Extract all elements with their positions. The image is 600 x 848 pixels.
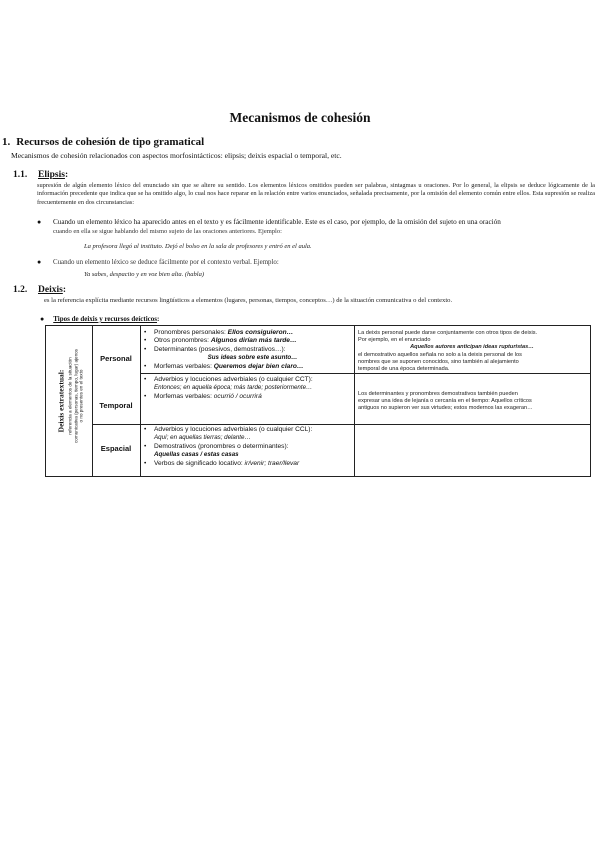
example-line: Sus ideas sobre este asunto…: [207, 354, 298, 362]
example-line: Aquí; en aquellas tierras; delante…: [154, 434, 251, 442]
list-item: • Demostrativos (pronombres o determinantes):: [144, 442, 289, 450]
espacial-resources: [143, 426, 351, 468]
section-number: 1.: [2, 136, 11, 148]
tipos-heading: ● Tipos de deixis y recursos deícticos:: [40, 315, 160, 323]
row-label-personal: Personal: [100, 354, 132, 363]
example-line: Aquellas casas / estas casas: [154, 451, 239, 459]
temporal-resources: [143, 376, 351, 401]
list-item: • Adverbios y locuciones adverbiales (o cualquier CCT):: [144, 376, 313, 383]
list-item: • Adverbios y locuciones adverbiales (o cualquier CCL):: [144, 426, 313, 433]
section-intro: Mecanismos de cohesión relacionados con aspectos morfosintácticos: elipsis; deixis espacial o temporal, etc.: [11, 151, 342, 160]
note-personal: La deixis personal puede darse conjuntamente con otros tipos de deixis. Por ejemplo, en el enunciado Aquellos autores anticipan ideas rupturistas… el demostrativo aquellos señala no solo a la deixis personal de los nombres que se suponen conocidos, sino también al alejamiento temporal de una época determinada.: [358, 330, 538, 373]
bullet-text: Cuando un elemento léxico ha aparecido antes en el texto y es fácilmente identificable. Este es el caso, por ejemplo, de la omisión del sujeto en una oración: [53, 218, 501, 226]
vertical-main-label: Deixis extratextual:: [56, 369, 66, 433]
table-divider: [140, 326, 141, 476]
deixis-definition: es la referencia explícita mediante recursos lingüísticos a elementos (lugares, personas, tiempos, conceptos…) de la situación comunicativa o del contexto.: [44, 297, 453, 304]
section-1-heading: [2, 136, 204, 148]
elipsis-example-2: Ya sabes, despacito y en voz bien alta. (habla): [84, 271, 204, 278]
section-title: Recursos de cohesión de tipo gramatical: [16, 136, 205, 148]
bullet-icon: ●: [37, 258, 42, 266]
elipsis-heading: 1.1. Elipsis:: [13, 170, 69, 180]
bullet-icon: ●: [37, 218, 42, 226]
bullet-text-cont: cuando en ella se sigue hablando del mismo sujeto de las oraciones anteriores. Ejemplo:: [53, 228, 282, 235]
row-label-espacial: Espacial: [100, 444, 132, 453]
vertical-header: [46, 326, 92, 476]
elipsis-bullet-2: [37, 258, 597, 268]
list-item: • Verbos de significado locativo: ir/venir; traer/llevar: [144, 459, 300, 467]
deixis-heading: 1.2. Deixis:: [13, 285, 66, 295]
elipsis-bullet-1: [37, 218, 597, 238]
list-item: • Morfemas verbales: Queremos dejar bien claro…: [144, 362, 304, 370]
page-title: Mecanismos de cohesión: [229, 110, 371, 125]
elipsis-paragraph: supresión de algún elemento léxico del enunciado sin que se altere su sentido. Los elementos léxicos omitidos pueden ser palabras, sintagmas u oraciones. Por lo general, la elipsis se deduce lógicamente de la información precedente que indica que se ha omitido algo, lo cual nos hace reparar en la relación entre varios enunciados, señalada precisamente, por la omisión del elemento común entre ellos. Esta supresión se realiza frecuentemente en dos circunstancias:: [37, 182, 595, 206]
list-item: • Otros pronombres: Algunos dirían más tarde…: [144, 337, 297, 345]
list-item: • Pronombres personales: Ellos consiguieron…: [144, 329, 294, 336]
deixis-table: [45, 325, 591, 477]
subsection-label: Elipsis: [38, 170, 65, 180]
row-label-temporal: Temporal: [99, 401, 133, 410]
elipsis-example-1: La profesora llegó al instituto. Dejó el bolso en la sala de profesores y entró en el aula.: [84, 243, 312, 250]
table-divider: [92, 424, 590, 425]
bullet-text: Cuando un elemento léxico se deduce fácilmente por el contexto verbal. Ejemplo:: [53, 259, 279, 266]
list-item: • Determinantes (posesivos, demostrativos…):: [144, 345, 286, 353]
list-item: • Morfemas verbales: ocurrió / ocurrirá: [144, 392, 262, 400]
subsection-number: 1.2.: [13, 285, 28, 295]
bullet-icon: ●: [40, 315, 45, 323]
table-divider: [354, 326, 355, 476]
vertical-sub-label: referencia a elementos de la situación comunicativa (personas, tiempo, lugar) ajenos o no presentes en el texto: [67, 349, 84, 443]
subsection-label: Deixis: [38, 285, 63, 295]
note-temporal: Los determinantes y pronombres demostrativos también pueden expresar una idea de lejanía o cercanía en el tiempo: Aquellos críticos antiguos no supieron ver sus virtudes; estos modernos las exageran…: [358, 391, 533, 412]
subsection-number: 1.1.: [13, 170, 28, 180]
example-line: Entonces; en aquella época; más tarde; posteriormente…: [154, 384, 313, 392]
personal-resources: [143, 329, 351, 371]
